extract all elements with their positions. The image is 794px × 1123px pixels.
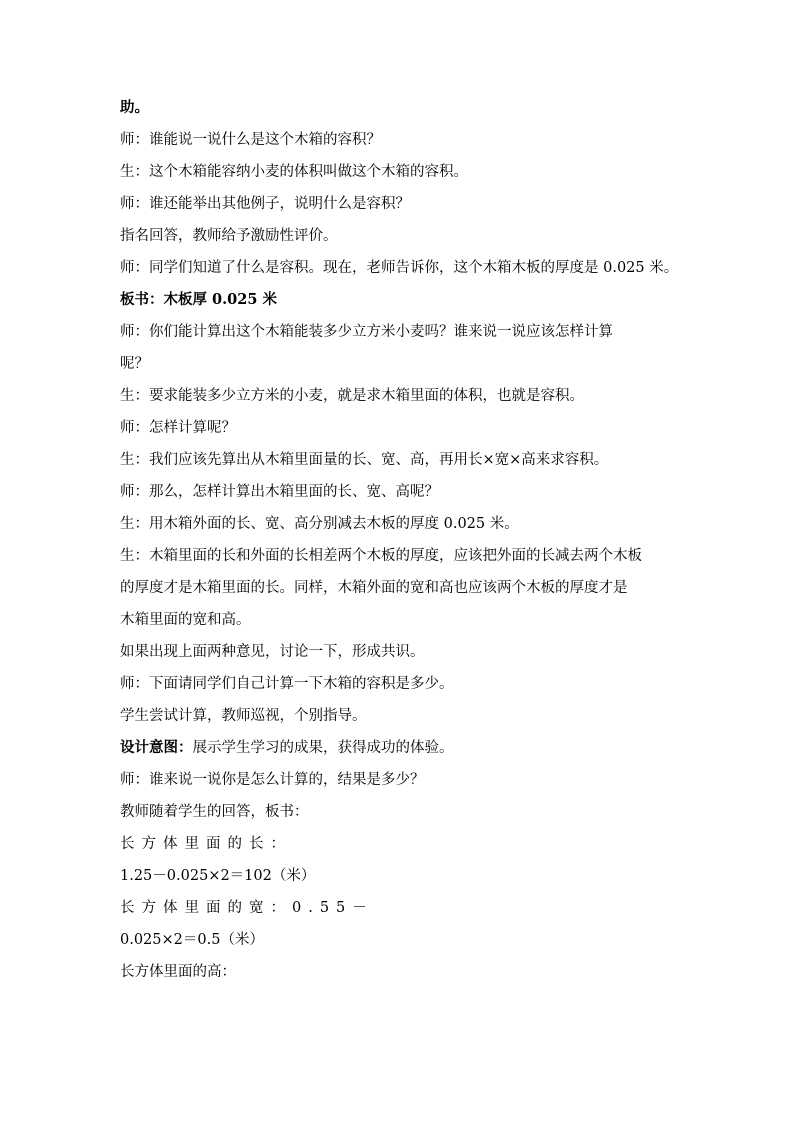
paragraph: 助。 xyxy=(120,99,149,116)
paragraph: 生：这个木箱能容纳小麦的体积叫做这个木箱的容积。 xyxy=(120,164,468,180)
paragraph: 指名回答，教师给予激励性评价。 xyxy=(120,228,338,244)
design-intent-body: 展示学生学习的成果，获得成功的体验。 xyxy=(192,740,454,756)
paragraph: 长方体里面的高： xyxy=(120,964,236,980)
paragraph: 师：那么，怎样计算出木箱里面的长、宽、高呢？ xyxy=(120,484,439,500)
paragraph: 师：谁还能举出其他例子，说明什么是容积？ xyxy=(120,196,410,212)
paragraph: 学生尝试计算，教师巡视，个别指导。 xyxy=(120,708,367,724)
paragraph: 长方体里面的长： xyxy=(120,836,292,852)
paragraph: 长方体里面的宽：0.55－ xyxy=(120,900,374,916)
paragraph: 师：你们能计算出这个木箱能装多少立方米小麦吗？谁来说一说应该怎样计算 xyxy=(120,324,613,340)
paragraph: 生：我们应该先算出从木箱里面量的长、宽、高，再用长×宽×高来求容积。 xyxy=(120,452,609,468)
design-intent xyxy=(120,732,680,764)
paragraph: 生：用木箱外面的长、宽、高分别减去木板的厚度 0.025 米。 xyxy=(120,516,519,532)
paragraph: 教师随着学生的回答，板书： xyxy=(120,804,309,820)
design-intent-label: 设计意图： xyxy=(120,739,193,756)
paragraph: 呢？ xyxy=(120,356,149,372)
paragraph: 师：谁来说一说你是怎么计算的，结果是多少？ xyxy=(120,772,425,788)
paragraph: 生：要求能装多少立方米的小麦，就是求木箱里面的体积，也就是容积。 xyxy=(120,388,584,404)
paragraph: 如果出现上面两种意见，讨论一下，形成共识。 xyxy=(120,644,425,660)
paragraph: 生：木箱里面的长和外面的长相差两个木板的厚度，应该把外面的长减去两个木板 xyxy=(120,548,642,564)
document-body xyxy=(120,92,680,988)
paragraph: 师：谁能说一说什么是这个木箱的容积？ xyxy=(120,132,381,148)
paragraph: 木箱里面的宽和高。 xyxy=(120,612,251,628)
formula: 1.25－0.025×2＝102（米） xyxy=(120,868,316,884)
paragraph: 的厚度才是木箱里面的长。同样，木箱外面的宽和高也应该两个木板的厚度才是 xyxy=(120,580,628,596)
paragraph: 师：同学们知道了什么是容积。现在，老师告诉你，这个木箱木板的厚度是 0.025 米。 xyxy=(120,260,679,276)
paragraph: 师：下面请同学们自己计算一下木箱的容积是多少。 xyxy=(120,676,454,692)
formula: 0.025×2＝0.5（米） xyxy=(120,932,264,948)
paragraph: 师：怎样计算呢？ xyxy=(120,420,236,436)
board-writing-heading: 板书：木板厚 0.025 米 xyxy=(120,291,278,308)
